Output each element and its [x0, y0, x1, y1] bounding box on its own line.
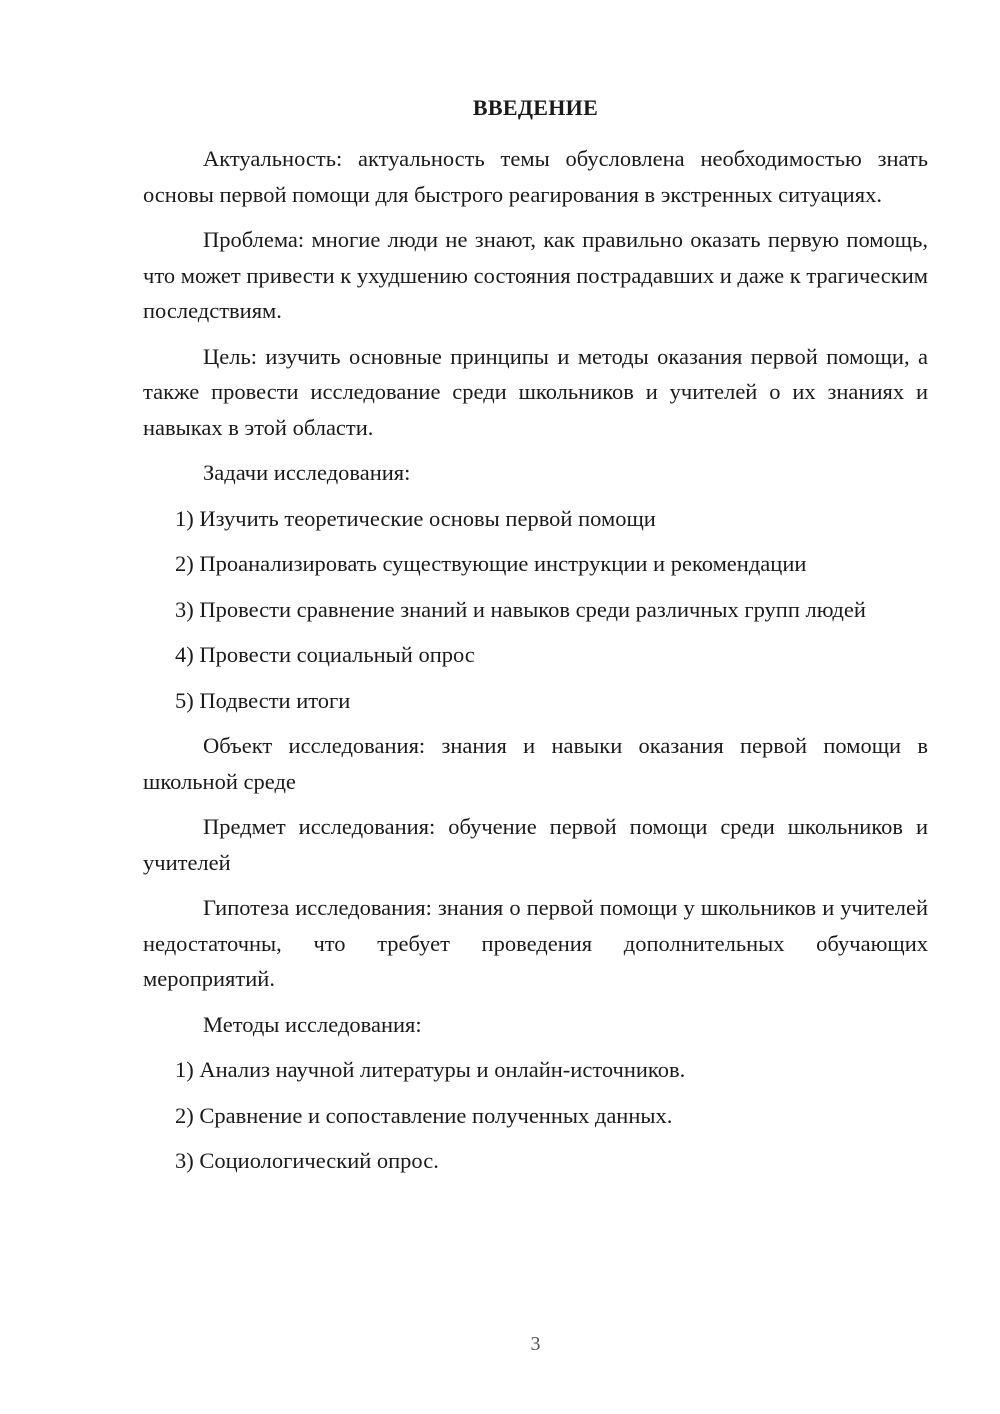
list-item-method-2: 2) Сравнение и сопоставление полученных данных.	[175, 1102, 673, 1128]
document-page	[143, 0, 928, 1414]
list-item-method-3: 3) Социологический опрос.	[175, 1148, 439, 1173]
paragraph-subject: Предмет исследования: обучение первой помощи среди школьников и учителей	[143, 814, 928, 875]
list-item-task-4: 4) Провести социальный опрос	[175, 642, 475, 667]
paragraph-goal: Цель: изучить основные принципы и методы оказания первой помощи, а также провести исследование среди школьников и учителей о их знаниях и навыках в этой области.	[143, 343, 928, 440]
page-number: 3	[530, 1333, 541, 1355]
list-item-method-1: 1) Анализ научной литературы и онлайн-источников.	[175, 1057, 686, 1082]
document-body	[143, 141, 928, 1189]
list-item-task-1: 1) Изучить теоретические основы первой помощи	[175, 505, 656, 531]
paragraph-tasks-heading: Задачи исследования:	[203, 460, 411, 485]
paragraph-methods-heading: Методы исследования:	[203, 1011, 422, 1037]
paragraph-hypothesis: Гипотеза исследования: знания о первой помощи у школьников и учителей недостаточны, что требует проведения дополнительных обучающих мероприятий.	[143, 895, 928, 991]
page-title: ВВЕДЕНИЕ	[472, 95, 599, 120]
paragraph-object: Объект исследования: знания и навыки оказания первой помощи в школьной среде	[143, 733, 928, 794]
paragraph-relevance: Актуальность: актуальность темы обусловлена необходимостью знать основы первой помощи для быстрого реагирования в экстренных ситуациях.	[143, 146, 928, 207]
list-item-task-3: 3) Провести сравнение знаний и навыков среди различных групп людей	[175, 596, 866, 622]
paragraph-problem: Проблема: многие люди не знают, как правильно оказать первую помощь, что может привести к ухудшению состояния пострадавших и даже к трагическим последствиям.	[143, 227, 928, 323]
list-item-task-5: 5) Подвести итоги	[175, 687, 351, 713]
list-item-task-2: 2) Проанализировать существующие инструкции и рекомендации	[175, 551, 807, 576]
